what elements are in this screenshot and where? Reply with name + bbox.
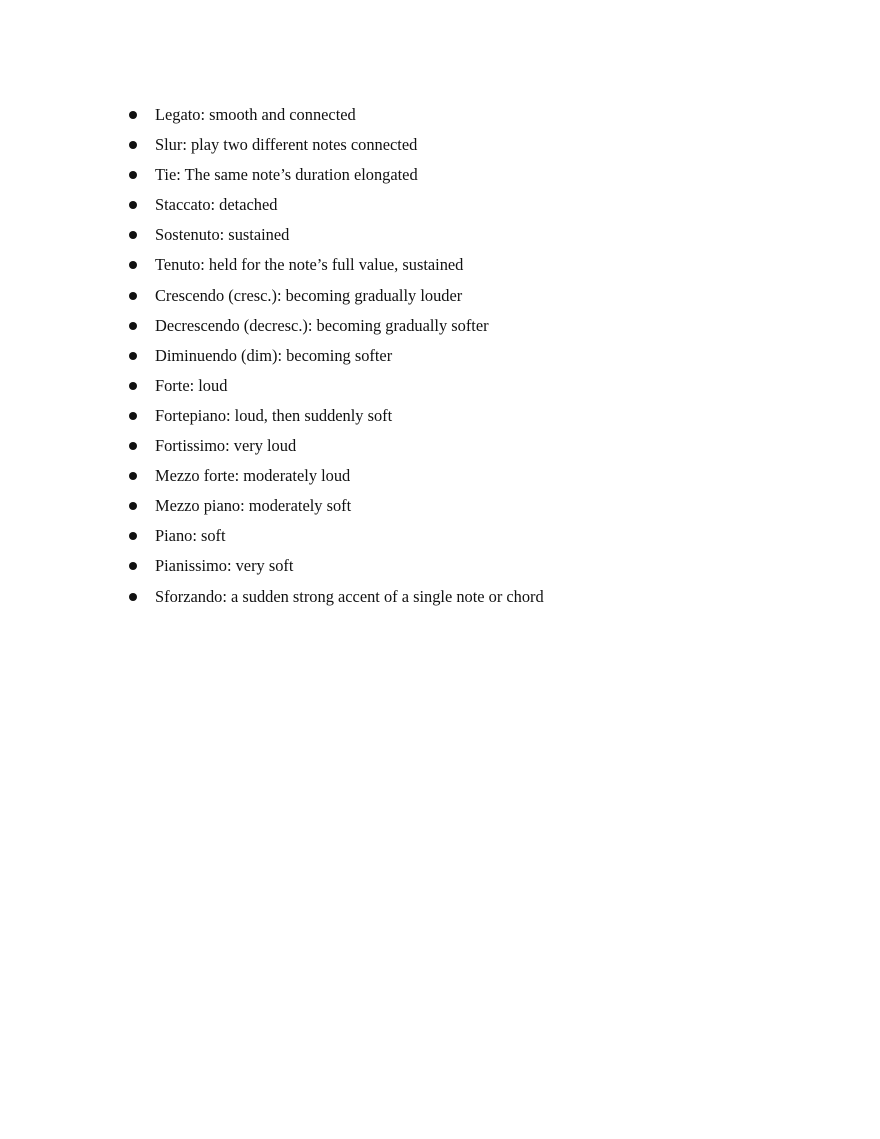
list-item-text: Tie: The same note’s duration elongated <box>155 165 418 185</box>
list-item-text: Staccato: detached <box>155 195 278 215</box>
list-item-text: Sostenuto: sustained <box>155 225 290 245</box>
bullet-icon <box>129 231 137 239</box>
list-item <box>128 102 544 132</box>
list-item <box>128 403 544 433</box>
list-item-text: Slur: play two different notes connected <box>155 135 418 155</box>
list-item-text: Forte: loud <box>155 375 228 395</box>
bullet-icon <box>129 141 137 149</box>
list-item-text: Crescendo (cresc.): becoming gradually louder <box>155 285 463 305</box>
bullet-icon <box>129 442 137 450</box>
bullet-icon <box>129 593 137 601</box>
list-item-text: Fortissimo: very loud <box>155 436 297 456</box>
bullet-icon <box>129 382 137 390</box>
list-item-text: Tenuto: held for the note’s full value, sustained <box>155 255 464 275</box>
list-item <box>128 313 544 343</box>
list-item <box>128 523 544 553</box>
list-item <box>128 162 544 192</box>
list-item <box>128 252 544 282</box>
list-item <box>128 463 544 493</box>
list-item-text: Sforzando: a sudden strong accent of a single note or chord <box>155 586 544 606</box>
list-item <box>128 222 544 252</box>
list-item-text: Diminuendo (dim): becoming softer <box>155 345 393 365</box>
bullet-icon <box>129 532 137 540</box>
list-item-text: Pianissimo: very soft <box>155 556 294 576</box>
bullet-icon <box>129 322 137 330</box>
list-item <box>128 433 544 463</box>
list-item <box>128 132 544 162</box>
list-item-text: Decrescendo (decresc.): becoming gradually softer <box>155 315 489 335</box>
list-item-text: Fortepiano: loud, then suddenly soft <box>155 405 393 425</box>
bullet-icon <box>129 352 137 360</box>
list-item <box>128 373 544 403</box>
bullet-icon <box>129 412 137 420</box>
bullet-icon <box>129 472 137 480</box>
list-item <box>128 343 544 373</box>
list-item <box>128 283 544 313</box>
bullet-icon <box>129 502 137 510</box>
bullet-icon <box>129 171 137 179</box>
list-item-text: Mezzo forte: moderately loud <box>155 466 351 486</box>
bullet-icon <box>129 261 137 269</box>
list-item-text: Mezzo piano: moderately soft <box>155 496 352 516</box>
bullet-icon <box>129 292 137 300</box>
list-item <box>128 192 544 222</box>
music-terms-list <box>128 102 544 614</box>
bullet-icon <box>129 201 137 209</box>
list-item-text: Legato: smooth and connected <box>155 105 356 124</box>
list-item-text: Piano: soft <box>155 526 226 546</box>
bullet-icon <box>129 562 137 570</box>
list-item <box>128 584 544 614</box>
bullet-icon <box>129 111 137 119</box>
list-item <box>128 553 544 583</box>
list-item <box>128 493 544 523</box>
